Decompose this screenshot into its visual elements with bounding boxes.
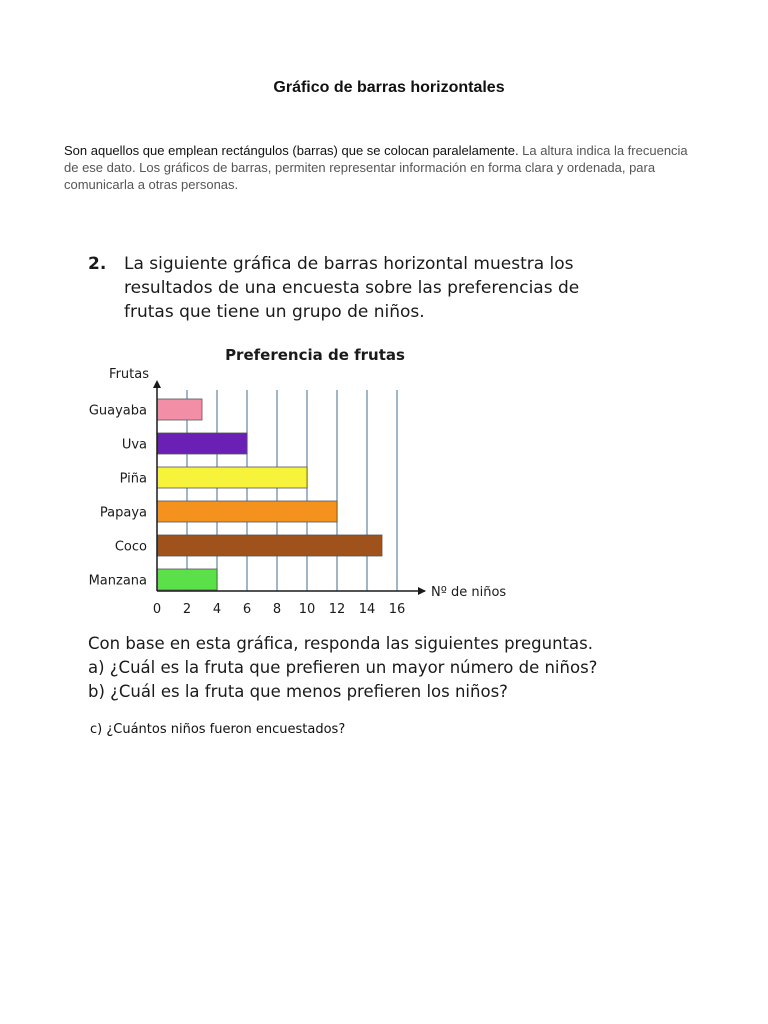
x-tick-label: 2	[182, 602, 192, 617]
x-tick-label: 14	[358, 602, 376, 617]
intro-lead: Son aquellos que emplean rectángulos (barras) que se colocan paralelamente.	[64, 143, 519, 158]
chart-container	[80, 338, 520, 628]
document-title: Gráfico de barras horizontales	[273, 79, 505, 96]
chart-title: Preferencia de frutas	[225, 346, 405, 364]
prompt-line: resultados de una encuesta sobre las preferencias de	[124, 278, 580, 298]
category-label: Guayaba	[88, 403, 147, 419]
fruit-preference-chart	[80, 338, 520, 628]
questions-intro: Con base en esta gráfica, responda las siguientes preguntas.	[88, 634, 593, 653]
questions-block	[88, 632, 628, 704]
x-tick-label: 12	[328, 602, 346, 617]
x-tick-label: 10	[298, 602, 316, 617]
bar-guayaba	[157, 399, 202, 420]
category-label: Manzana	[88, 573, 147, 589]
y-axis-arrow	[153, 380, 161, 388]
category-label: Piña	[119, 471, 147, 487]
x-axis-arrow	[418, 587, 426, 595]
bar-uva	[157, 433, 247, 454]
bar-manzana	[157, 569, 217, 590]
intro-paragraph	[64, 142, 704, 193]
x-tick-label: 0	[152, 602, 162, 617]
intro-rest: La altura indica la frecuencia de ese dato. Los gráficos de barras, permiten representar información en forma clara y ordenada, para comunicarla a otras personas.	[64, 143, 688, 192]
bar-piña	[157, 467, 307, 488]
exercise-number: 2.	[88, 254, 107, 274]
category-label: Coco	[114, 539, 147, 555]
category-label: Uva	[121, 437, 147, 453]
y-axis-label: Frutas	[109, 367, 149, 382]
x-tick-label: 8	[272, 602, 282, 617]
question-c: c) ¿Cuántos niños fueron encuestados?	[90, 722, 346, 737]
x-tick-label: 6	[242, 602, 252, 617]
bar-coco	[157, 535, 382, 556]
bar-papaya	[157, 501, 337, 522]
prompt-line: frutas que tiene un grupo de niños.	[124, 302, 425, 322]
exercise-prompt	[124, 252, 594, 324]
category-label: Papaya	[99, 505, 147, 521]
question-b: b) ¿Cuál es la fruta que menos prefieren los niños?	[88, 682, 508, 701]
x-axis-label: Nº de niños	[431, 585, 507, 600]
prompt-line: La siguiente gráfica de barras horizontal muestra los	[124, 254, 574, 274]
question-a: a) ¿Cuál es la fruta que prefieren un mayor número de niños?	[88, 658, 598, 677]
x-tick-label: 16	[388, 602, 406, 617]
x-tick-label: 4	[212, 602, 222, 617]
